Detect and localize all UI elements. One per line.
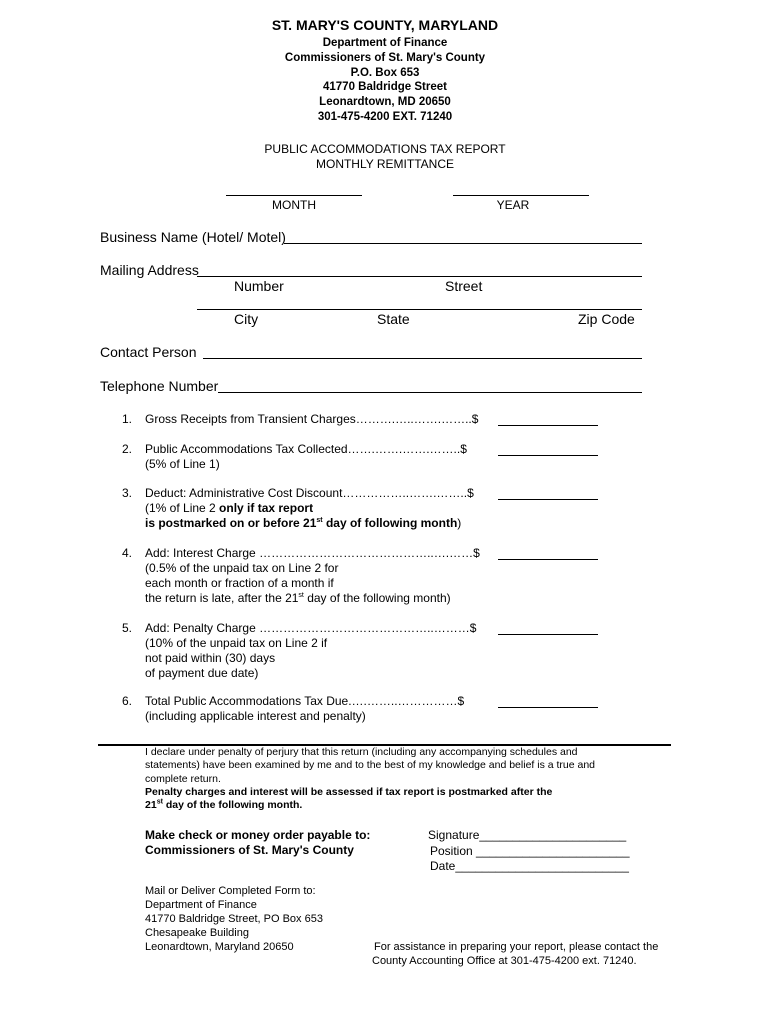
declaration-line: I declare under penalty of perjury that this return (including any accompanying schedules and xyxy=(145,746,578,758)
header-line: P.O. Box 653 xyxy=(350,66,420,79)
amount-field[interactable] xyxy=(498,455,598,456)
item-note: not paid within (30) days xyxy=(145,651,276,665)
city-label: City xyxy=(234,311,259,327)
year-field[interactable] xyxy=(453,195,589,196)
amount-field[interactable] xyxy=(498,634,598,635)
mail-line: 41770 Baldridge Street, PO Box 653 xyxy=(145,913,323,925)
year-label: YEAR xyxy=(496,198,530,212)
item-number: 1. xyxy=(122,412,133,426)
payable-instructions xyxy=(145,828,370,858)
note-text: (1% of Line 2 xyxy=(145,501,220,515)
item-note xyxy=(145,516,461,531)
number-label: Number xyxy=(234,278,284,294)
signature-block xyxy=(428,828,630,875)
header-line: 41770 Baldridge Street xyxy=(322,81,447,94)
item-number: 4. xyxy=(122,546,133,560)
month-field[interactable] xyxy=(226,195,362,196)
telephone-label: Telephone Number xyxy=(100,378,219,394)
item-note: (including applicable interest and penalty) xyxy=(145,709,366,723)
declaration-line: complete return. xyxy=(145,772,221,785)
superscript: st xyxy=(156,798,163,806)
assistance-note xyxy=(372,940,658,968)
city-state-zip-field[interactable] xyxy=(197,309,642,310)
note-text: ) xyxy=(457,516,462,530)
report-title-block xyxy=(0,142,770,172)
superscript: st xyxy=(298,592,304,599)
superscript: st xyxy=(316,517,323,524)
item-note xyxy=(145,501,313,516)
item-text: Gross Receipts from Transient Charges……….…..…….……..$ xyxy=(145,412,479,426)
header-line: Department of Finance xyxy=(322,37,448,49)
item-number: 5. xyxy=(122,621,133,635)
penalty-text: 21 xyxy=(145,799,157,812)
zip-code-label: Zip Code xyxy=(578,311,635,327)
mail-line: Department of Finance xyxy=(145,899,257,911)
assistance-line: County Accounting Office at 301-475-4200 ext. 71240. xyxy=(372,955,637,967)
item-text: Deduct: Administrative Cost Discount……………..…….……..$ xyxy=(145,486,474,500)
note-bold-text: is postmarked on or before 21 xyxy=(145,516,317,530)
county-title: ST. MARY'S COUNTY, MARYLAND xyxy=(271,17,499,33)
item-note: (5% of Line 1) xyxy=(145,457,220,471)
item-text: Add: Interest Charge ……………………………………..….……$ xyxy=(145,546,480,560)
penalty-text: day of the following month. xyxy=(162,799,303,812)
payable-line: Make check or money order payable to: xyxy=(145,828,371,842)
declaration-line: statements) have been examined by me and to the best of my knowledge and belief is a true and xyxy=(145,759,596,772)
amount-field[interactable] xyxy=(498,499,598,500)
item-note: of payment due date) xyxy=(145,666,259,680)
note-bold-text: day of following month xyxy=(322,516,458,530)
position-field[interactable]: Position _______________________ xyxy=(430,843,630,858)
state-label: State xyxy=(377,311,410,327)
date-field[interactable]: Date__________________________ xyxy=(430,859,629,873)
amount-field[interactable] xyxy=(498,559,598,560)
signature-field[interactable]: Signature______________________ xyxy=(428,828,627,842)
telephone-field[interactable] xyxy=(218,392,642,393)
note-text: the return is late, after the 21 xyxy=(145,591,299,605)
note-bold-text: only if tax report xyxy=(219,501,314,515)
item-note xyxy=(145,591,451,606)
amount-field[interactable] xyxy=(498,707,598,708)
item-note: each month or fraction of a month if xyxy=(145,576,334,590)
item-number: 3. xyxy=(122,486,133,500)
header-line: 301-475-4200 EXT. 71240 xyxy=(317,110,453,123)
mail-line: Mail or Deliver Completed Form to: xyxy=(145,885,316,897)
assistance-line: For assistance in preparing your report, please contact the xyxy=(374,941,659,953)
item-note: (10% of the unpaid tax on Line 2 if xyxy=(145,636,328,650)
item-text: Total Public Accommodations Tax Due.….……..……………$ xyxy=(145,694,465,708)
contact-person-label: Contact Person xyxy=(100,344,197,360)
street-label: Street xyxy=(445,278,483,294)
header-line: Commissioners of St. Mary's County xyxy=(284,51,486,64)
mailing-address-field[interactable] xyxy=(197,276,642,277)
note-text: day of the following month) xyxy=(303,591,451,605)
contact-person-field[interactable] xyxy=(203,358,642,359)
business-name-field[interactable] xyxy=(284,243,642,244)
business-name-label: Business Name (Hotel/ Motel) xyxy=(100,229,286,245)
item-number: 2. xyxy=(122,442,133,456)
report-subtitle: MONTHLY REMITTANCE xyxy=(315,157,454,171)
payable-line: Commissioners of St. Mary's County xyxy=(145,843,354,857)
penalty-notice xyxy=(145,799,645,812)
mail-instructions xyxy=(145,884,323,954)
mail-line: Leonardtown, Maryland 20650 xyxy=(145,941,294,953)
item-number: 6. xyxy=(122,694,133,708)
month-label: MONTH xyxy=(272,198,316,212)
report-title: PUBLIC ACCOMMODATIONS TAX REPORT xyxy=(264,142,506,156)
penalty-notice: Penalty charges and interest will be assessed if tax report is postmarked after the xyxy=(145,785,553,798)
amount-field[interactable] xyxy=(498,425,598,426)
mailing-address-label: Mailing Address xyxy=(100,262,199,278)
item-note: (0.5% of the unpaid tax on Line 2 for xyxy=(145,561,339,575)
header-line: Leonardtown, MD 20650 xyxy=(319,96,451,109)
item-text: Public Accommodations Tax Collected…….…….…….……..$ xyxy=(145,442,467,456)
item-text: Add: Penalty Charge ……………………………………..………$ xyxy=(145,621,477,635)
declaration xyxy=(145,746,645,812)
mail-line: Chesapeake Building xyxy=(145,927,249,939)
department-address xyxy=(0,36,770,125)
